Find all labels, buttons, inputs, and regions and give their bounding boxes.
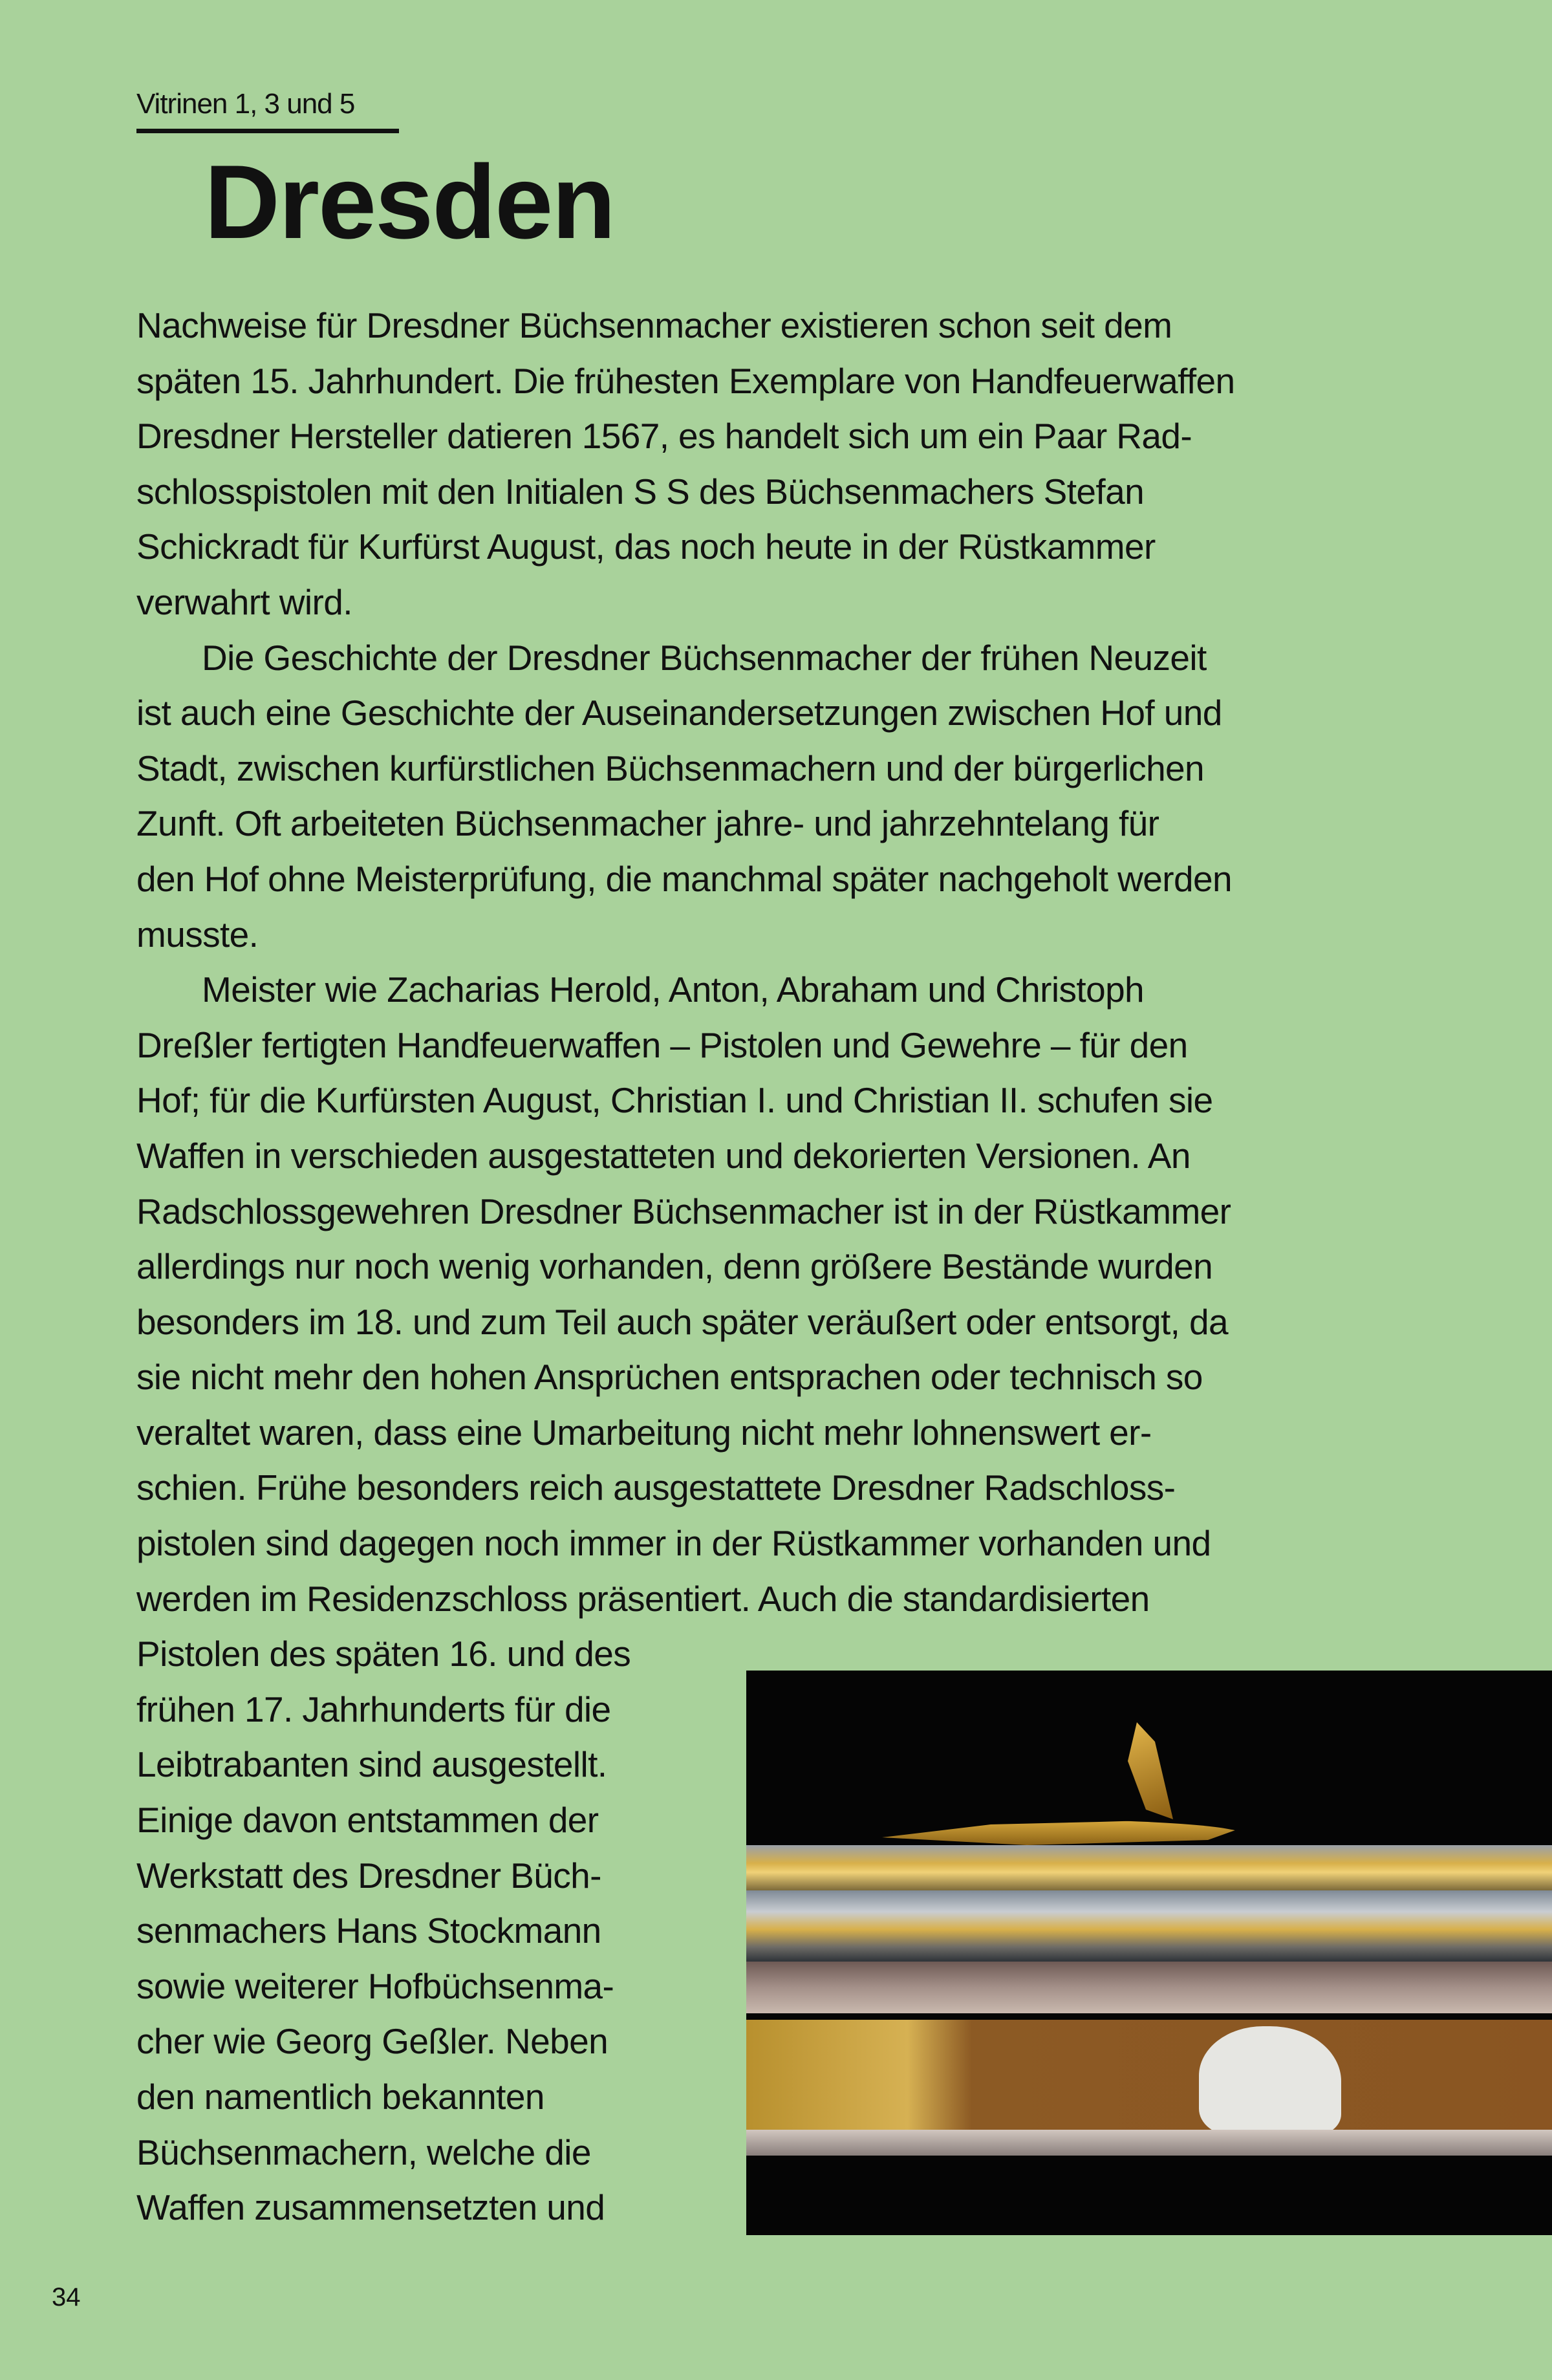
body-line: veraltet waren, dass eine Umarbeitung nicht mehr lohnenswert er- bbox=[136, 1412, 1152, 1453]
body-line: Zunft. Oft arbeiteten Büchsenmacher jahre- und jahrzehntelang für bbox=[136, 803, 1159, 844]
body-line: Einige davon entstammen der bbox=[136, 1800, 599, 1841]
body-line: Hof; für die Kurfürsten August, Christian I. und Christian II. schufen sie bbox=[136, 1080, 1213, 1121]
body-line: verwahrt wird. bbox=[136, 581, 352, 622]
vitrine-label: Vitrinen 1, 3 und 5 bbox=[136, 88, 355, 120]
body-line: Stadt, zwischen kurfürstlichen Büchsenmachern und der bürgerlichen bbox=[136, 748, 1205, 788]
body-line: senmachers Hans Stockmann bbox=[136, 1910, 601, 1951]
stock-bottom bbox=[746, 2130, 1552, 2156]
body-line: Dresdner Hersteller datieren 1567, es handelt sich um ein Paar Rad- bbox=[136, 416, 1192, 457]
body-line: pistolen sind dagegen noch immer in der Rüstkammer vorhanden und bbox=[136, 1523, 1211, 1564]
wheellock-pistol-photo bbox=[746, 1671, 1552, 2235]
page-number: 34 bbox=[52, 2283, 81, 2311]
stock-inlay bbox=[746, 2020, 1552, 2130]
body-line: Meister wie Zacharias Herold, Anton, Abraham und Christoph bbox=[202, 969, 1145, 1010]
body-line: Dreßler fertigten Handfeuerwaffen – Pistolen und Gewehre – für den bbox=[136, 1024, 1188, 1065]
barrel-top-band bbox=[746, 1845, 1552, 1890]
body-line: Leibtrabanten sind ausgestellt. bbox=[136, 1744, 607, 1785]
body-line: cher wie Georg Geßler. Neben bbox=[136, 2021, 609, 2062]
body-line: besonders im 18. und zum Teil auch später veräußert oder entsorgt, da bbox=[136, 1301, 1228, 1342]
body-line: späten 15. Jahrhundert. Die frühesten Exemplare von Handfeuerwaffen bbox=[136, 360, 1235, 401]
body-line: werden im Residenzschloss präsentiert. Auch die standardisierten bbox=[136, 1578, 1150, 1619]
body-line: Die Geschichte der Dresdner Büchsenmacher der frühen Neuzeit bbox=[202, 637, 1207, 678]
body-line: allerdings nur noch wenig vorhanden, denn größere Bestände wurden bbox=[136, 1246, 1213, 1287]
body-line: Waffen zusammensetzten und bbox=[136, 2187, 605, 2228]
body-line: Waffen in verschieden ausgestatteten und dekorierten Versionen. An bbox=[136, 1135, 1191, 1176]
body-line: Schickradt für Kurfürst August, das noch heute in der Rüstkammer bbox=[136, 526, 1156, 567]
body-line: Radschlossgewehren Dresdner Büchsenmacher ist in der Rüstkammer bbox=[136, 1191, 1231, 1231]
body-line: Büchsenmachern, welche die bbox=[136, 2132, 591, 2172]
elephant-inlay bbox=[1199, 2026, 1341, 2136]
barrel-steel bbox=[746, 1890, 1552, 1962]
body-line: den namentlich bekannten bbox=[136, 2077, 544, 2117]
body-line: Nachweise für Dresdner Büchsenmacher existieren schon seit dem bbox=[136, 305, 1172, 345]
body-line: sowie weiterer Hofbüchsenma- bbox=[136, 1965, 614, 2006]
body-line: ist auch eine Geschichte der Auseinandersetzungen zwischen Hof und bbox=[136, 693, 1222, 733]
body-line: schlosspistolen mit den Initialen S S des Büchsenmachers Stefan bbox=[136, 471, 1145, 512]
body-line: sie nicht mehr den hohen Ansprüchen entsprachen oder technisch so bbox=[136, 1357, 1203, 1398]
body-line: Pistolen des späten 16. und des bbox=[136, 1634, 631, 1674]
body-line: Werkstatt des Dresdner Büch- bbox=[136, 1855, 601, 1896]
page-title: Dresden bbox=[204, 144, 615, 261]
stock-top bbox=[746, 1962, 1552, 2013]
body-line: musste. bbox=[136, 914, 259, 955]
body-line: schien. Frühe besonders reich ausgestattete Dresdner Radschloss- bbox=[136, 1467, 1176, 1508]
body-line: frühen 17. Jahrhunderts für die bbox=[136, 1689, 611, 1729]
body-line: den Hof ohne Meisterprüfung, die manchmal später nachgeholt werden bbox=[136, 858, 1232, 899]
dragon-figure bbox=[882, 1722, 1244, 1852]
kicker-underline bbox=[136, 129, 399, 133]
